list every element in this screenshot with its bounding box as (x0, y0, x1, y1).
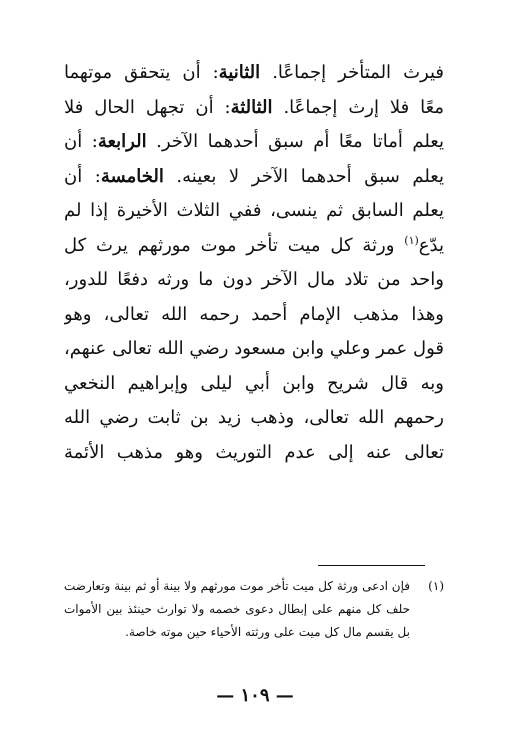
text-run: ورثة كل ميت تأخر موت مورثهم يرث كل (64, 234, 405, 256)
text-run: يدّع (418, 234, 444, 256)
footnote-text: فإن ادعى ورثة كل ميت تأخر موت مورثهم ولا بينة أو ثم بينة وتعارضت (64, 579, 410, 593)
footnote-number: (١) (428, 579, 444, 593)
footnote-reference: (١) (404, 233, 419, 247)
text-line (64, 367, 444, 402)
text-run: : أن تجهل الحال فلا (64, 96, 231, 118)
text-line (64, 160, 444, 195)
text-line (64, 401, 444, 436)
text-run: رحمهم الله تعالى، وذهب زيد بن ثابت رضي الله (64, 407, 444, 428)
text-line (64, 229, 444, 264)
case-heading: الثالثة (230, 96, 273, 118)
text-line (64, 332, 444, 367)
text-run: معًا فلا إرث إجماعًا. (272, 96, 444, 118)
text-line (64, 194, 444, 229)
case-heading: الرابعة (97, 131, 147, 152)
text-line (64, 436, 444, 471)
footnote-line (64, 575, 444, 598)
text-run: قول عمر وعلي وابن مسعود رضي الله تعالى عنهم، (64, 338, 444, 359)
text-run: وهذا مذهب الإمام أحمد رحمه الله تعالى، وهو (64, 303, 444, 325)
text-line (64, 91, 444, 126)
text-run: يعلم أماتا معًا أم سبق أحدهما الآخر. (146, 131, 444, 152)
footnote-line (64, 598, 444, 621)
case-heading: الخامسة (100, 165, 164, 187)
text-run: تعالى عنه إلى عدم التوريث وهو مذهب الأئمة (64, 441, 444, 463)
text-run: واحد من تلاد مال الآخر دون ما ورثه دفعًا للدور، (64, 269, 444, 290)
text-run: : أن (64, 165, 101, 187)
text-run: فيرث المتأخر إجماعًا. (260, 62, 444, 83)
footnote-text: حلف كل منهم على إبطال دعوى خصمه ولا توارث حينئذ بين الأموات (64, 602, 410, 616)
text-run: وبه قال شريح وابن أبي ليلى وإبراهيم النخعي (64, 372, 444, 394)
text-run: يعلم سبق أحدهما الآخر لا بعينه. (163, 165, 444, 187)
text-run: : أن (64, 131, 98, 152)
text-run: : أن يتحقق موتهما (64, 62, 219, 83)
text-line (64, 56, 444, 91)
main-text-block (64, 56, 444, 470)
text-line (64, 263, 444, 298)
footnote-text: بل يقسم مال كل ميت على ورثته الأحياء حين موته خاصة. (125, 625, 410, 639)
page-number: — ١٠٩ — (216, 685, 294, 706)
footnotes-block (64, 575, 444, 644)
text-line (64, 298, 444, 333)
text-run: يعلم السابق ثم ينسى، ففي الثلاث الأخيرة إذا لم (64, 200, 444, 221)
footnote-line (64, 621, 444, 644)
text-line (64, 125, 444, 160)
case-heading: الثانية (218, 62, 261, 83)
footnote-separator (318, 565, 425, 566)
